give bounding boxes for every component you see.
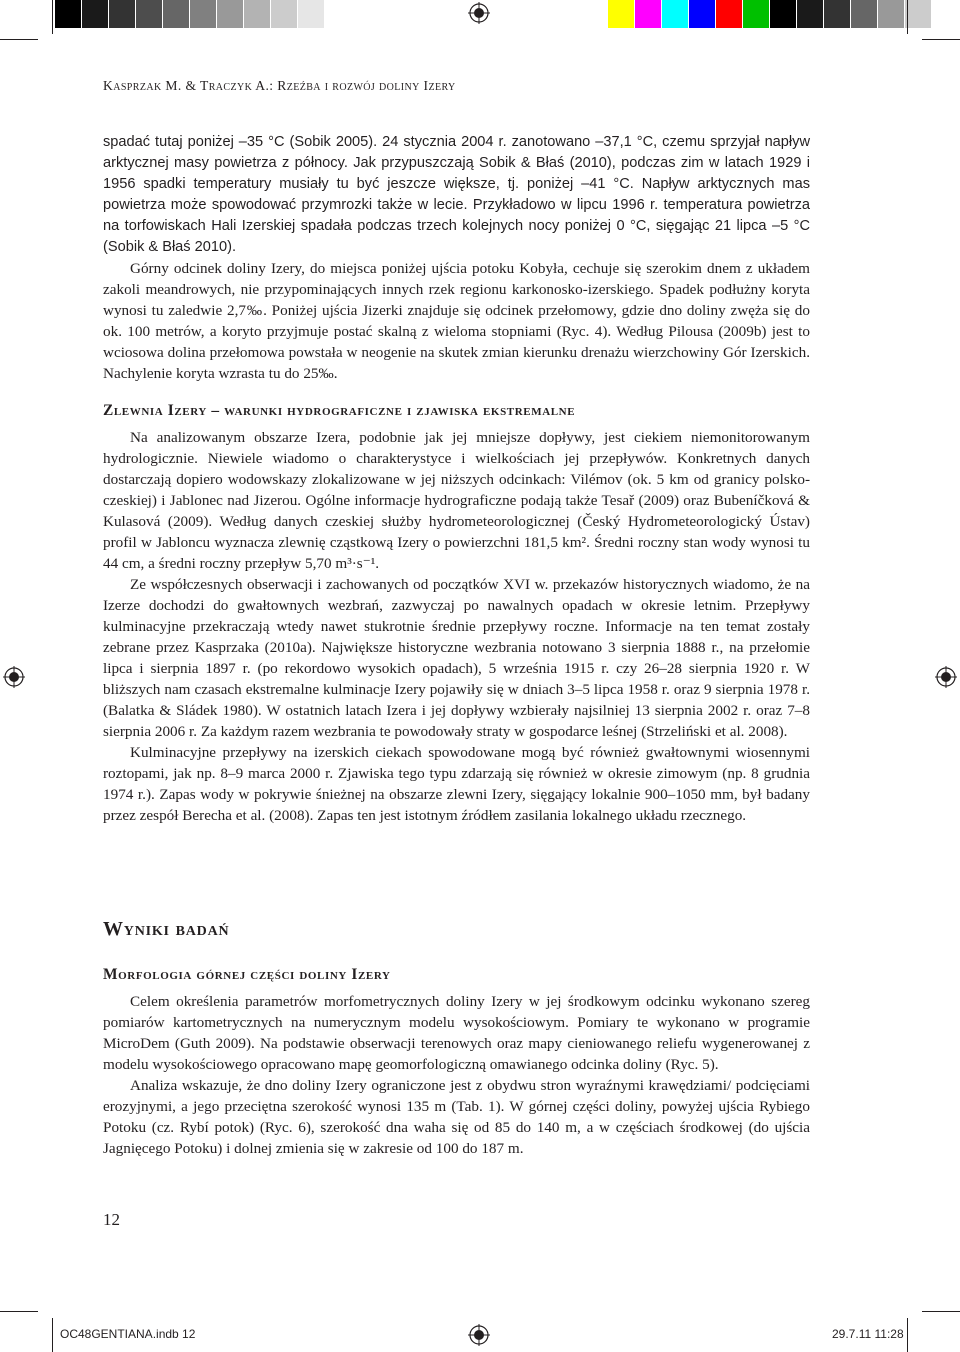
color-swatch: [662, 0, 689, 28]
crop-mark: [0, 39, 38, 40]
section-body-zlewnia: [103, 427, 810, 826]
registration-target-icon: [935, 666, 957, 688]
section-heading-zlewnia: Zlewnia Izery – warunki hydrograficzne i zjawiska ekstremalne: [103, 402, 576, 419]
crop-mark: [907, 1318, 908, 1352]
color-swatch: [217, 0, 244, 28]
cmyk-color-bar: [608, 0, 932, 28]
color-swatch: [770, 0, 797, 28]
slug-timestamp: 29.7.11 11:28: [832, 1327, 904, 1341]
color-swatch: [635, 0, 662, 28]
color-swatch: [298, 0, 325, 28]
paragraph: Na analizowanym obszarze Izera, podobnie jak jej mniejsze dopływy, jest ciekiem niemonitorowanym hydrologicznie. Niewiele wiadomo o charakterystyce i wielkościach jej przepływów. Konkretnych danych dostarczają dopiero wodowskazy zlokalizowane w jej niższych odcinkach: Vilémov (ok. 5 km od granicy polsko-czeskiej) i Jablonec nad Jizerou. Ogólne informacje hydrograficzne podają także Tesař (2009) oraz Bubeníčková & Kulasová (2009). Według danych czeskiej służby hydrometeorologicznej (Český Hydrometeorologický Ústav) profil w Jabloncu wyznacza zlewnię cząstkową Izery o powierzchni 181,5 km². Średni roczny stan wody wynosi tu 44 cm, a średni roczny przepływ 5,70 m³·s⁻¹.: [103, 429, 810, 572]
color-swatch: [244, 0, 271, 28]
paragraph: Kulminacyjne przepływy na izerskich ciekach spowodowane mogą być również gwałtownymi wiosennymi roztopami, jak np. 8–9 marca 2000 r. Zjawiska tego typu zdarzają się również w okresie zimowym (np. 8 grudnia 1974 r.). Zapas wody w pokrywie śnieżnej na obszarze zlewni Izery, sięgający lokalnie 900–1050 mm, był badany przez zespół Berecha et al. (2008). Zapas ten jest istotnym źródłem zasilania lokalnego układu rzecznego.: [103, 744, 810, 824]
color-swatch: [878, 0, 905, 28]
section-heading-morfologia: Morfologia górnej części doliny Izery: [103, 966, 391, 983]
color-swatch: [136, 0, 163, 28]
intro-text: [103, 132, 810, 384]
color-swatch: [190, 0, 217, 28]
grayscale-color-bar: [55, 0, 352, 28]
paragraph: spadać tutaj poniżej –35 °C (Sobik 2005). 24 stycznia 2004 r. zanotowano –37,1 °C, czemu sprzyjał napływ arktycznej masy powietrza z północy. Jak przypuszczają Sobik & Błaś (2010), podczas zim w latach 1929 i 1956 spadki temperatury musiały tu być jeszcze większe, tj. poniżej –41 °C. Napływ arktycznych mas powietrza może spowodować przymrozki także w lecie. Przykładowo w lipcu 1996 r. temperatura powietrza na torfowiskach Hali Izerskiej spadała podczas trzech kolejnych nocy poniżej 0 °C, sięgając 21 lipca –5 °C (Sobik & Błaś 2010).: [103, 134, 810, 255]
crop-mark: [907, 0, 908, 34]
section-body-morfologia: [103, 991, 810, 1159]
chapter-heading-wyniki: Wyniki badań: [103, 918, 230, 940]
paragraph: Górny odcinek doliny Izery, do miejsca poniżej ujścia potoku Kobyła, cechuje się szerokim dnem z układem zakoli meandrowych, nie przypominających innych rzek regionu karkonosko-izerskiego. Spadek podłużny koryta wynosi tu zaledwie 2,7‰. Poniżej ujścia Jizerki znajduje się odcinek przełomowy, gdzie dno doliny zwęża się do ok. 100 metrów, a koryto przyjmuje postać skalną z wieloma stopniami (Ryc. 4). Według Pilousa (2009b) jest to wciosowa dolina przełomowa powstała w neogenie na skutek zmian kierunku drenażu wierzchowiny Gór Izerskich. Nachylenie koryta wzrasta tu do 25‰.: [103, 260, 810, 382]
color-swatch: [608, 0, 635, 28]
color-swatch: [271, 0, 298, 28]
crop-mark: [52, 0, 53, 34]
color-swatch: [797, 0, 824, 28]
running-head: Kasprzak M. & Traczyk A.: Rzeźba i rozwój doliny Izery: [103, 78, 456, 93]
color-swatch: [109, 0, 136, 28]
registration-target-icon: [468, 2, 490, 24]
registration-target-icon: [468, 1324, 490, 1346]
color-swatch: [905, 0, 932, 28]
slug-filename: OC48GENTIANA.indb 12: [60, 1327, 196, 1341]
paragraph: Analiza wskazuje, że dno doliny Izery ograniczone jest z obydwu stron wyraźnymi krawędziami/ podcięciami erozyjnymi, a jego przeciętna szerokość wynosi 135 m (Tab. 1). W górnej części doliny, powyżej ujścia Rybiego Potoku (cz. Rybí potok) (Ryc. 6), szerokość dna waha się od 85 do 140 m, a w częściach środkowej (do ujścia Jagnięcego Potoku) i dolnej zmienia się w zakresie od 100 do 187 m.: [103, 1077, 810, 1157]
color-swatch: [163, 0, 190, 28]
color-swatch: [689, 0, 716, 28]
color-swatch: [743, 0, 770, 28]
color-swatch: [824, 0, 851, 28]
color-swatch: [82, 0, 109, 28]
paragraph: Celem określenia parametrów morfometrycznych doliny Izery w jej środkowym odcinku wykonano szereg pomiarów kartometrycznych na numerycznym modelu wysokościowym. Pomiary te wykonano w programie MicroDem (Guth 2009). Na podstawie obserwacji terenowych oraz mapy cieniowanego reliefu wygenerowanej z modelu wysokościowego opracowano mapę geomorfologiczną omawianego odcinka doliny (Ryc. 5).: [103, 993, 810, 1073]
color-swatch: [716, 0, 743, 28]
color-swatch: [325, 0, 352, 28]
crop-mark: [0, 1311, 38, 1312]
page-number: 12: [103, 1210, 120, 1229]
registration-target-icon: [3, 666, 25, 688]
crop-mark: [52, 1318, 53, 1352]
color-swatch: [55, 0, 82, 28]
paragraph: Ze współczesnych obserwacji i zachowanych od początków XVI w. przekazów historycznych wiadomo, że na Izerze dochodzi do gwałtownych wezbrań, zazwyczaj po nawalnych opadach w okresie letnim. Przepływy kulminacyjne przekraczają wtedy nawet stukrotnie średnie przepływy roczne. Informacje na ten temat zostały zebrane przez Kasprzaka (2010a). Największe historyczne wezbrania notowano 3 sierpnia 1888 r., na przełomie lipca i sierpnia 1897 r. (po rekordowo wysokich opadach), 5 września 1915 r. czy 26–28 sierpnia 1920 r. W bliższych nam czasach ekstremalne kulminacje Izery pojawiły się w dniach 3–5 lipca 1958 r. oraz 9 sierpnia 1978 r. (Balatka & Sládek 1980). W ostatnich latach Izera i jej dopływy wzbierały najsilniej 13 sierpnia 2002 r. oraz 7–8 sierpnia 2006 r. Za każdym razem wezbrania te powodowały straty w gospodarce leśnej (Strzeliński et al. 2008).: [103, 576, 810, 740]
color-swatch: [851, 0, 878, 28]
crop-mark: [922, 39, 960, 40]
crop-mark: [922, 1311, 960, 1312]
